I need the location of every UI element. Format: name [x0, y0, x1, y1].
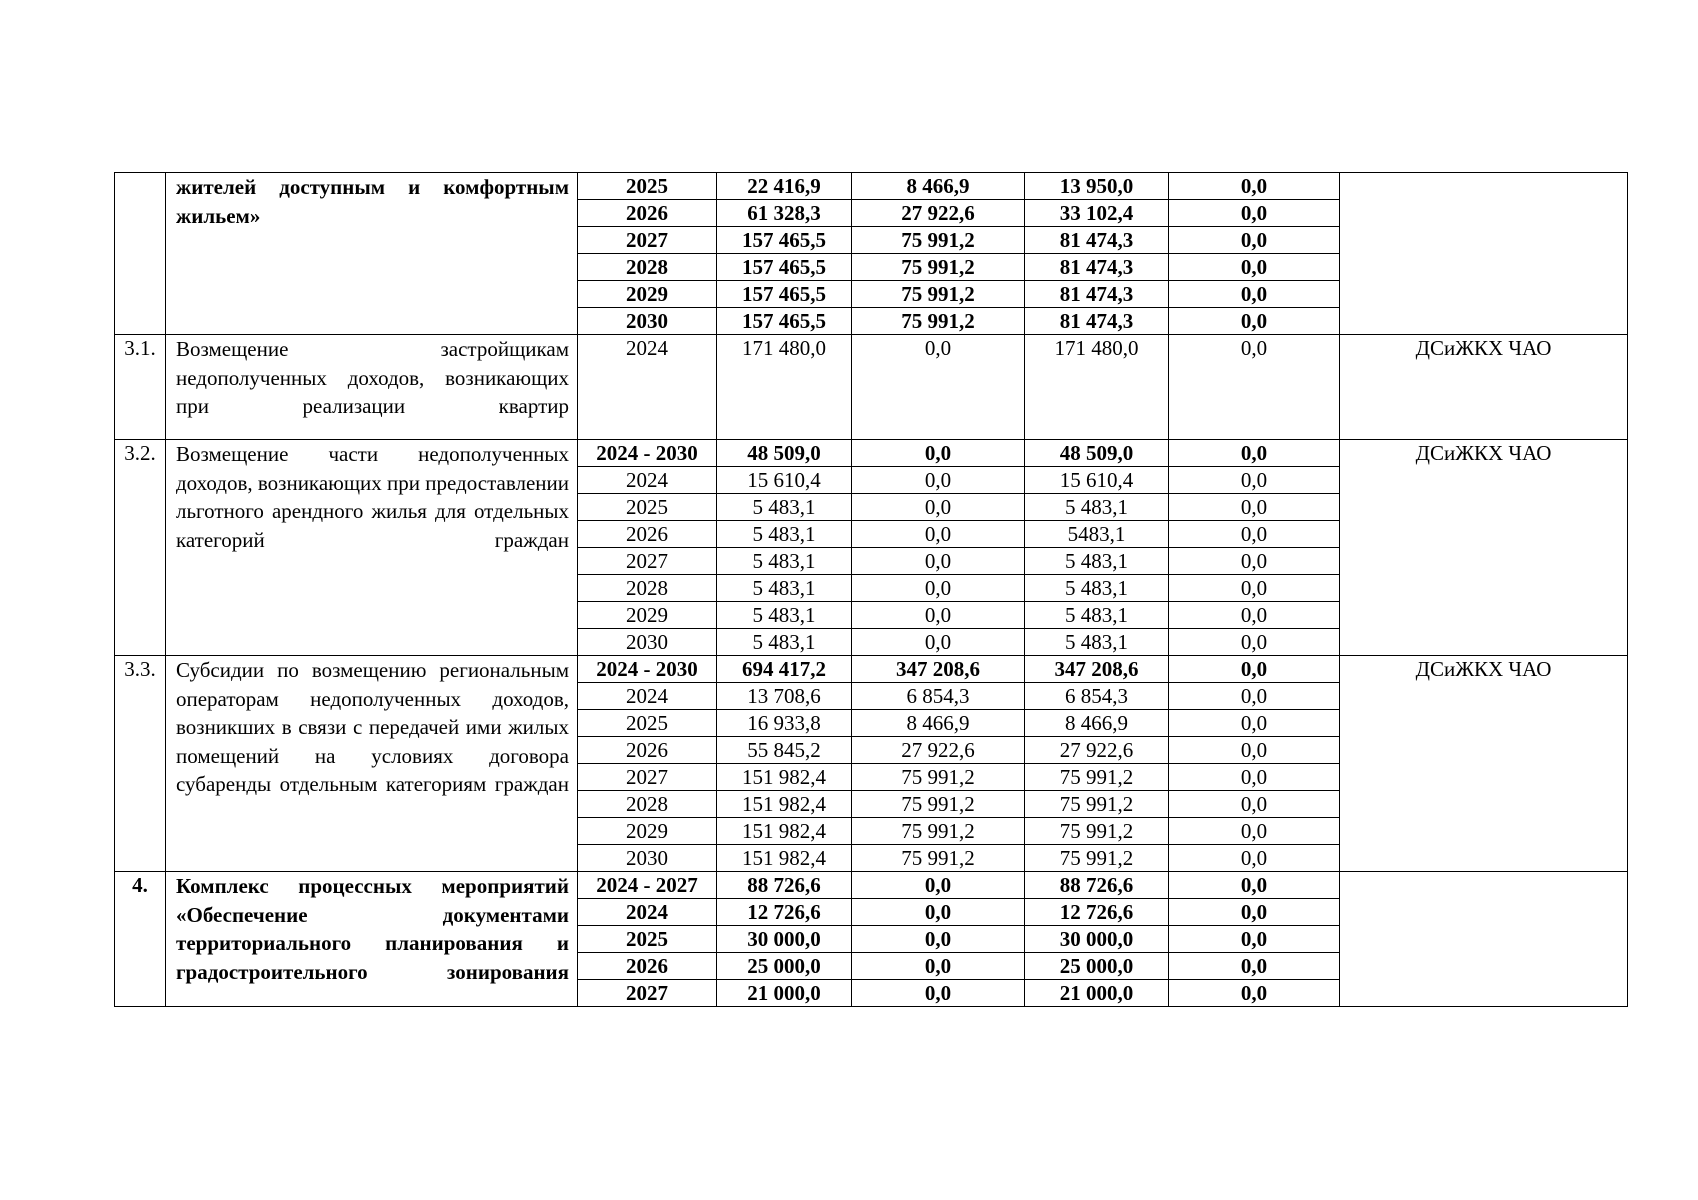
row-number [115, 173, 166, 335]
regional-budget-cell: 75 991,2 [1025, 845, 1169, 872]
other-source-cell: 0,0 [1169, 254, 1340, 281]
regional-budget-cell: 33 102,4 [1025, 200, 1169, 227]
year-cell: 2024 [578, 335, 717, 362]
other-source-cell: 0,0 [1169, 656, 1340, 683]
other-source-cell: 0,0 [1169, 953, 1340, 980]
other-source-cell: 0,0 [1169, 335, 1340, 362]
year-cell: 2025 [578, 710, 717, 737]
responsible-executor: ДСиЖКХ ЧАО [1340, 656, 1628, 872]
other-source-cell: 0,0 [1169, 818, 1340, 845]
other-source-cell: 0,0 [1169, 602, 1340, 629]
year-cell: 2026 [578, 737, 717, 764]
year-cell: 2030 [578, 629, 717, 656]
year-cell: 2024 [578, 683, 717, 710]
row-number: 3.2. [115, 440, 166, 656]
regional-budget-cell: 81 474,3 [1025, 227, 1169, 254]
year-cell: 2027 [578, 548, 717, 575]
total-cell [717, 413, 852, 440]
year-cell [578, 413, 717, 440]
federal-budget-cell [852, 413, 1025, 440]
year-cell [578, 387, 717, 413]
regional-budget-cell: 13 950,0 [1025, 173, 1169, 200]
total-cell: 15 610,4 [717, 467, 852, 494]
other-source-cell [1169, 413, 1340, 440]
federal-budget-cell: 0,0 [852, 548, 1025, 575]
other-source-cell [1169, 361, 1340, 387]
total-cell: 5 483,1 [717, 494, 852, 521]
other-source-cell: 0,0 [1169, 845, 1340, 872]
year-cell: 2028 [578, 575, 717, 602]
row-number: 4. [115, 872, 166, 1007]
year-cell: 2024 [578, 899, 717, 926]
regional-budget-cell: 30 000,0 [1025, 926, 1169, 953]
regional-budget-cell: 81 474,3 [1025, 308, 1169, 335]
regional-budget-cell: 12 726,6 [1025, 899, 1169, 926]
federal-budget-cell: 0,0 [852, 575, 1025, 602]
federal-budget-cell: 75 991,2 [852, 818, 1025, 845]
other-source-cell: 0,0 [1169, 872, 1340, 899]
regional-budget-cell: 21 000,0 [1025, 980, 1169, 1007]
regional-budget-cell: 81 474,3 [1025, 281, 1169, 308]
other-source-cell: 0,0 [1169, 281, 1340, 308]
table-row [115, 440, 1628, 467]
other-source-cell: 0,0 [1169, 200, 1340, 227]
responsible-executor: ДСиЖКХ ЧАО [1340, 440, 1628, 656]
responsible-executor [1340, 173, 1628, 335]
year-cell: 2029 [578, 281, 717, 308]
total-cell: 13 708,6 [717, 683, 852, 710]
year-cell: 2026 [578, 521, 717, 548]
year-cell: 2024 - 2030 [578, 656, 717, 683]
federal-budget-cell: 0,0 [852, 980, 1025, 1007]
federal-budget-cell: 27 922,6 [852, 200, 1025, 227]
federal-budget-cell: 0,0 [852, 335, 1025, 362]
federal-budget-cell: 0,0 [852, 926, 1025, 953]
total-cell: 5 483,1 [717, 629, 852, 656]
total-cell: 22 416,9 [717, 173, 852, 200]
measure-name: жителей доступным и комфортным жильем» [166, 173, 578, 335]
table-row [115, 335, 1628, 362]
federal-budget-cell: 0,0 [852, 899, 1025, 926]
regional-budget-cell: 48 509,0 [1025, 440, 1169, 467]
federal-budget-cell [852, 361, 1025, 387]
total-cell: 48 509,0 [717, 440, 852, 467]
total-cell: 30 000,0 [717, 926, 852, 953]
regional-budget-cell: 81 474,3 [1025, 254, 1169, 281]
other-source-cell: 0,0 [1169, 710, 1340, 737]
year-cell: 2025 [578, 926, 717, 953]
federal-budget-cell: 75 991,2 [852, 791, 1025, 818]
regional-budget-cell: 75 991,2 [1025, 764, 1169, 791]
regional-budget-cell: 5483,1 [1025, 521, 1169, 548]
measure-name: Комплекс процессных мероприятий «Обеспечение документами территориального планирования и градостроительного зонирования [166, 872, 578, 1007]
total-cell: 157 465,5 [717, 254, 852, 281]
total-cell: 55 845,2 [717, 737, 852, 764]
other-source-cell: 0,0 [1169, 440, 1340, 467]
other-source-cell: 0,0 [1169, 791, 1340, 818]
federal-budget-cell: 0,0 [852, 521, 1025, 548]
year-cell: 2024 - 2030 [578, 440, 717, 467]
year-cell: 2025 [578, 494, 717, 521]
year-cell: 2030 [578, 845, 717, 872]
table-row [115, 872, 1628, 899]
regional-budget-cell: 5 483,1 [1025, 494, 1169, 521]
federal-budget-cell: 0,0 [852, 602, 1025, 629]
regional-budget-cell [1025, 413, 1169, 440]
year-cell: 2027 [578, 764, 717, 791]
regional-budget-cell: 5 483,1 [1025, 602, 1169, 629]
regional-budget-cell: 15 610,4 [1025, 467, 1169, 494]
year-cell: 2025 [578, 173, 717, 200]
federal-budget-cell: 75 991,2 [852, 227, 1025, 254]
regional-budget-cell: 88 726,6 [1025, 872, 1169, 899]
regional-budget-cell: 6 854,3 [1025, 683, 1169, 710]
other-source-cell: 0,0 [1169, 926, 1340, 953]
total-cell: 5 483,1 [717, 521, 852, 548]
federal-budget-cell: 347 208,6 [852, 656, 1025, 683]
regional-budget-cell: 25 000,0 [1025, 953, 1169, 980]
federal-budget-cell [852, 387, 1025, 413]
table-row [115, 656, 1628, 683]
federal-budget-cell: 0,0 [852, 467, 1025, 494]
total-cell: 5 483,1 [717, 602, 852, 629]
federal-budget-cell: 75 991,2 [852, 845, 1025, 872]
other-source-cell: 0,0 [1169, 227, 1340, 254]
regional-budget-cell: 27 922,6 [1025, 737, 1169, 764]
federal-budget-cell: 0,0 [852, 629, 1025, 656]
year-cell: 2024 - 2027 [578, 872, 717, 899]
regional-budget-cell: 171 480,0 [1025, 335, 1169, 362]
regional-budget-cell [1025, 361, 1169, 387]
federal-budget-cell: 0,0 [852, 494, 1025, 521]
federal-budget-cell: 8 466,9 [852, 710, 1025, 737]
responsible-executor: ДСиЖКХ ЧАО [1340, 335, 1628, 440]
year-cell: 2024 [578, 467, 717, 494]
total-cell: 157 465,5 [717, 227, 852, 254]
other-source-cell: 0,0 [1169, 764, 1340, 791]
other-source-cell: 0,0 [1169, 521, 1340, 548]
regional-budget-cell: 5 483,1 [1025, 548, 1169, 575]
total-cell: 16 933,8 [717, 710, 852, 737]
other-source-cell: 0,0 [1169, 467, 1340, 494]
year-cell: 2027 [578, 227, 717, 254]
measure-name: Возмещение части недополученных доходов, возникающих при предоставлении льготного арендного жилья для отдельных категорий граждан [166, 440, 578, 656]
year-cell: 2028 [578, 791, 717, 818]
year-cell: 2028 [578, 254, 717, 281]
other-source-cell: 0,0 [1169, 575, 1340, 602]
total-cell: 88 726,6 [717, 872, 852, 899]
regional-budget-cell: 5 483,1 [1025, 629, 1169, 656]
year-cell: 2030 [578, 308, 717, 335]
total-cell: 61 328,3 [717, 200, 852, 227]
federal-budget-cell: 75 991,2 [852, 281, 1025, 308]
total-cell: 12 726,6 [717, 899, 852, 926]
year-cell: 2029 [578, 818, 717, 845]
regional-budget-cell: 8 466,9 [1025, 710, 1169, 737]
other-source-cell: 0,0 [1169, 629, 1340, 656]
year-cell [578, 361, 717, 387]
federal-budget-cell: 6 854,3 [852, 683, 1025, 710]
total-cell: 5 483,1 [717, 548, 852, 575]
table-row [115, 173, 1628, 200]
other-source-cell [1169, 387, 1340, 413]
regional-budget-cell: 347 208,6 [1025, 656, 1169, 683]
total-cell: 151 982,4 [717, 791, 852, 818]
total-cell: 151 982,4 [717, 818, 852, 845]
regional-budget-cell: 5 483,1 [1025, 575, 1169, 602]
table-body [115, 173, 1628, 1007]
total-cell: 157 465,5 [717, 281, 852, 308]
total-cell: 694 417,2 [717, 656, 852, 683]
federal-budget-cell: 75 991,2 [852, 254, 1025, 281]
other-source-cell: 0,0 [1169, 737, 1340, 764]
federal-budget-cell: 75 991,2 [852, 764, 1025, 791]
year-cell: 2026 [578, 200, 717, 227]
total-cell: 151 982,4 [717, 764, 852, 791]
other-source-cell: 0,0 [1169, 548, 1340, 575]
row-number: 3.1. [115, 335, 166, 440]
measure-name: Субсидии по возмещению региональным операторам недополученных доходов, возникших в связи с передачей ими жилых помещений на условиях договора субаренды отдельным категориям граждан [166, 656, 578, 872]
regional-budget-cell: 75 991,2 [1025, 818, 1169, 845]
other-source-cell: 0,0 [1169, 494, 1340, 521]
federal-budget-cell: 0,0 [852, 440, 1025, 467]
total-cell [717, 387, 852, 413]
federal-budget-cell: 27 922,6 [852, 737, 1025, 764]
other-source-cell: 0,0 [1169, 173, 1340, 200]
measure-name: Возмещение застройщикам недополученных доходов, возникающих при реализации квартир [166, 335, 578, 440]
other-source-cell: 0,0 [1169, 308, 1340, 335]
regional-budget-cell: 75 991,2 [1025, 791, 1169, 818]
year-cell: 2026 [578, 953, 717, 980]
other-source-cell: 0,0 [1169, 683, 1340, 710]
budget-table [114, 172, 1628, 1007]
total-cell: 21 000,0 [717, 980, 852, 1007]
federal-budget-cell: 75 991,2 [852, 308, 1025, 335]
other-source-cell: 0,0 [1169, 899, 1340, 926]
regional-budget-cell [1025, 387, 1169, 413]
total-cell: 25 000,0 [717, 953, 852, 980]
year-cell: 2027 [578, 980, 717, 1007]
total-cell [717, 361, 852, 387]
total-cell: 151 982,4 [717, 845, 852, 872]
responsible-executor [1340, 872, 1628, 1007]
federal-budget-cell: 8 466,9 [852, 173, 1025, 200]
other-source-cell: 0,0 [1169, 980, 1340, 1007]
row-number: 3.3. [115, 656, 166, 872]
federal-budget-cell: 0,0 [852, 872, 1025, 899]
total-cell: 157 465,5 [717, 308, 852, 335]
total-cell: 171 480,0 [717, 335, 852, 362]
total-cell: 5 483,1 [717, 575, 852, 602]
year-cell: 2029 [578, 602, 717, 629]
federal-budget-cell: 0,0 [852, 953, 1025, 980]
